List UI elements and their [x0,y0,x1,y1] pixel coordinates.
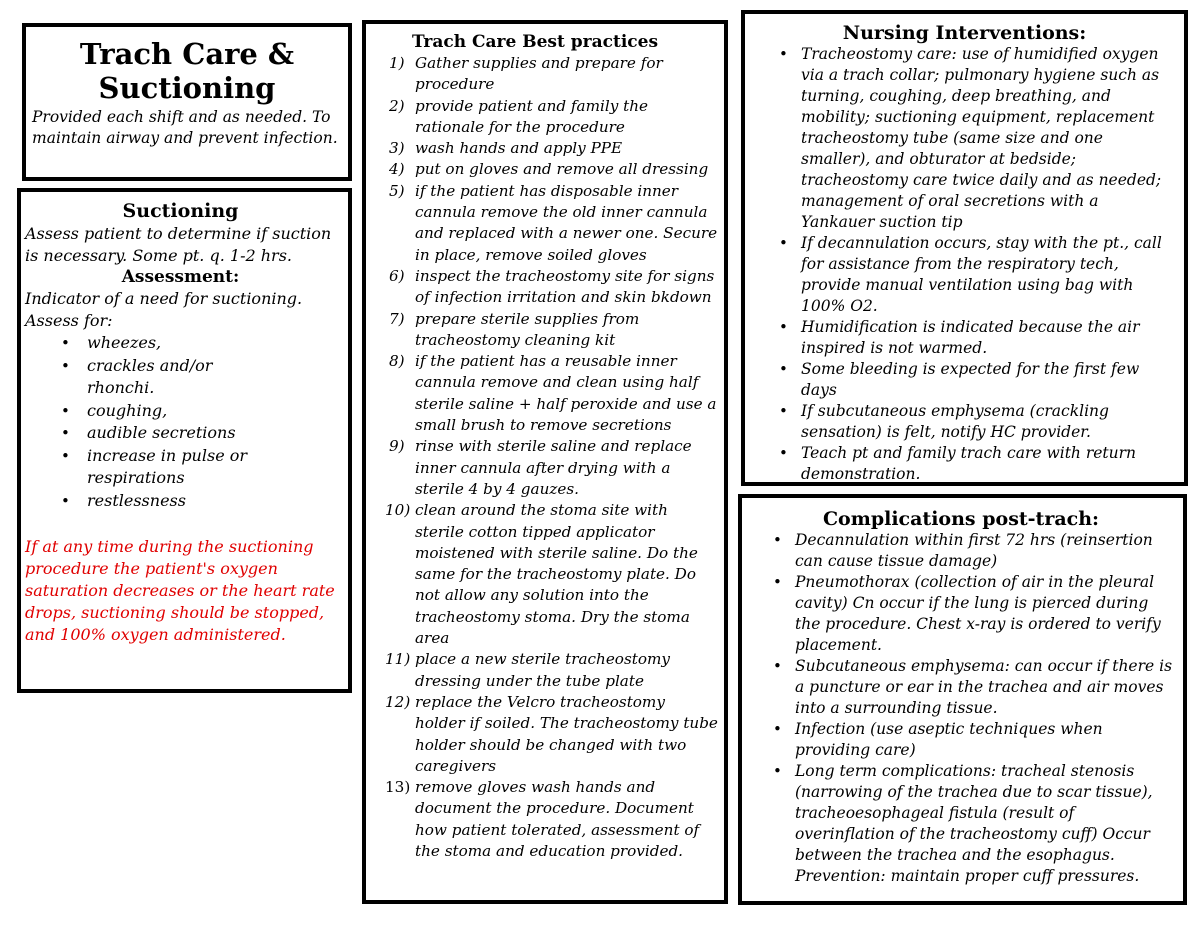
suctioning-intro: Assess patient to determine if suction is necessary. Some pt. q. 1-2 hrs. [25,224,332,265]
suctioning-box [17,188,352,693]
list-item [390,138,718,159]
list-item: • Subcutaneous emphysema: can occur if there is a puncture or ear in the trachea and air moves into a surrounding tissue. [767,656,1175,719]
nursing-interventions-box [741,10,1188,486]
list-item [390,53,718,96]
list-item: • Decannulation within first 72 hrs (reinsertion can cause tissue damage) [767,530,1175,572]
list-item [390,159,718,180]
list-item [390,309,718,352]
list-item: • Tracheostomy care: use of humidified oxygen via a trach collar; pulmonary hygiene such as turning, coughing, deep breathing, and mobility; suctioning equipment, replacement tracheostomy tube (same size and one smaller), and obturator at bedside; tracheostomy care twice daily and as needed; management of oral secretions with a Yankauer suction tip [773,44,1176,233]
best-practices-steps [385,53,718,862]
step-number: 12) [385,692,411,711]
step-number: 6) [389,266,405,285]
step-number: 8) [389,352,405,371]
list-item [390,266,718,309]
list-item: • wheezes, [25,332,276,355]
list-item [390,96,718,139]
assess-for-label: Assess for: [25,311,113,330]
best-practices-box [362,20,728,904]
list-item: • restlessness [25,490,276,513]
nursing-interventions-list [773,44,1176,485]
step-text: if the patient has a reusable inner cannula remove and clean using half sterile saline + half peroxide and use a small brush to remove secretions [415,352,717,435]
suctioning-indicator: Indicator of a need for suctioning. [25,289,303,308]
step-text: inspect the tracheostomy site for signs of infection irritation and skin bkdown [415,266,715,307]
title-box [22,23,352,181]
complications-heading: Complications post-trach: [822,508,1100,530]
step-number: 11) [385,650,411,669]
step-number: 10) [385,501,411,520]
step-text: rinse with sterile saline and replace inner cannula after drying with a sterile 4 by 4 gauzes. [415,437,692,498]
nursing-heading: Nursing Interventions: [842,22,1087,44]
step-text: place a new sterile tracheostomy dressing under the tube plate [415,650,670,690]
complications-box [738,494,1187,905]
step-text: put on gloves and remove all dressing [415,160,709,179]
list-item [390,351,718,436]
page-title-line1: Trach Care & [79,37,295,71]
complications-list [767,530,1175,887]
step-text: wash hands and apply PPE [415,139,623,158]
list-item: • Some bleeding is expected for the first few days [773,359,1176,401]
step-number: 2) [389,96,405,115]
list-item [390,436,718,500]
step-number: 1) [389,54,405,72]
step-text: replace the Velcro tracheostomy holder if soiled. The tracheostomy tube holder should be changed with two caregivers [415,692,718,775]
step-text: provide patient and family the rationale for the procedure [415,96,648,136]
step-number: 13) [385,778,411,797]
step-text: prepare sterile supplies from tracheostomy cleaning kit [415,309,640,349]
step-text: clean around the stoma site with sterile cotton tipped applicator moistened with sterile saline. Do the same for the tracheostomy plate. Do not allow any solution into the tracheostomy stoma. Dry the stoma area [415,501,698,648]
step-text: remove gloves wash hands and document the procedure. Document how patient tolerated, assessment of the stoma and education provided. [415,778,700,860]
step-number: 5) [389,181,405,200]
step-text: Gather supplies and prepare for procedure [415,54,663,94]
list-item: • increase in pulse or respirations [25,445,276,490]
list-item: • coughing, [25,400,276,423]
step-number: 7) [389,309,405,328]
assessment-signs-list [25,332,336,512]
step-text: if the patient has disposable inner cannula remove the old inner cannula and replaced with a newer one. Secure in place, remove soiled gloves [415,181,718,264]
best-practices-heading: Trach Care Best practices [412,32,659,52]
list-item [385,500,718,649]
page-title-line2: Suctioning [98,71,276,105]
list-item: • Pneumothorax (collection of air in the pleural cavity) Cn occur if the lung is pierced during the procedure. Chest x-ray is ordered to verify placement. [767,572,1175,656]
step-number: 9) [389,437,405,456]
step-number: 3) [389,139,405,158]
list-item [385,777,718,862]
assessment-heading: Assessment: [121,267,240,287]
suctioning-warning: If at any time during the suctioning procedure the patient's oxygen saturation decreases or the heart rate drops, suctioning should be stopped, and 100% oxygen administered. [25,537,335,644]
list-item: • crackles and/or rhonchi. [25,355,276,400]
list-item [390,181,718,266]
list-item [385,692,718,777]
list-item: • Humidification is indicated because the air inspired is not warmed. [773,317,1176,359]
title-subtitle: Provided each shift and as needed. To maintain airway and prevent infection. [32,108,338,147]
list-item: • audible secretions [25,422,276,445]
list-item: • Teach pt and family trach care with return demonstration. [773,443,1176,485]
list-item: • Infection (use aseptic techniques when providing care) [767,719,1175,761]
list-item: • Long term complications: tracheal stenosis (narrowing of the trachea due to scar tissue), tracheoesophageal fistula (result of overinflation of the tracheostomy cuff) Occur between the trachea and the esophagus. Prevention: maintain proper cuff pressures. [767,761,1175,887]
step-number: 4) [389,160,405,179]
list-item: • If subcutaneous emphysema (crackling sensation) is felt, notify HC provider. [773,401,1176,443]
suctioning-heading: Suctioning [122,200,239,222]
list-item: • If decannulation occurs, stay with the pt., call for assistance from the respiratory tech, provide manual ventilation using bag with 100% O2. [773,233,1176,317]
list-item [385,649,718,692]
